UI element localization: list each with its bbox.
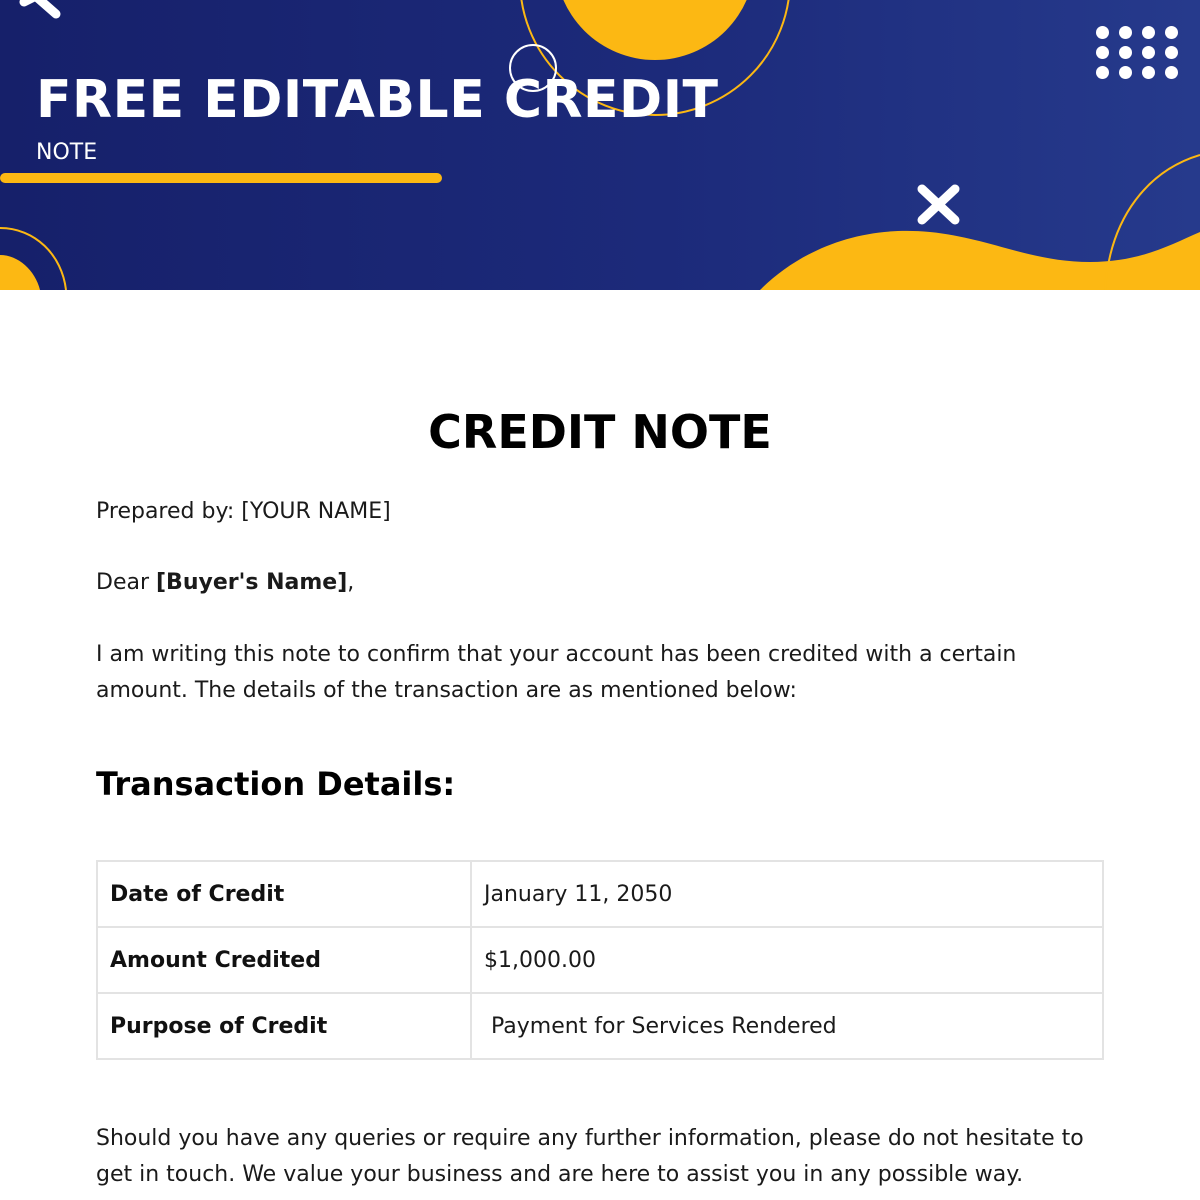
row-label: Amount Credited xyxy=(97,927,471,993)
section-heading: Transaction Details: xyxy=(96,765,456,803)
row-label: Purpose of Credit xyxy=(97,993,471,1059)
x-mark-icon xyxy=(24,0,56,14)
greeting-prefix: Dear xyxy=(96,570,156,595)
row-value: January 11, 2050 xyxy=(471,861,1103,927)
underline-bar xyxy=(0,173,442,183)
closing-paragraph: Should you have any queries or require any further information, please do not hesitate to get in touch. We value your business and are here to assist you in any possible way. xyxy=(96,1126,1084,1187)
banner-title: FREE EDITABLE CREDIT xyxy=(36,70,719,130)
table-row xyxy=(97,993,1103,1059)
intro-paragraph: I am writing this note to confirm that your account has been credited with a certain amount. The details of the transaction are as mentioned below: xyxy=(96,642,1017,703)
banner-subtitle: NOTE xyxy=(36,140,98,165)
row-value: $1,000.00 xyxy=(471,927,1103,993)
header-banner xyxy=(0,0,1200,290)
yellow-corner-decoration xyxy=(0,255,40,290)
x-mark-icon xyxy=(922,189,955,220)
table-row xyxy=(97,927,1103,993)
greeting-suffix: , xyxy=(347,570,355,595)
greeting xyxy=(96,565,1106,601)
yellow-wave-decoration xyxy=(760,231,1200,290)
transaction-table xyxy=(96,860,1104,1060)
document-title: CREDIT NOTE xyxy=(428,405,772,459)
buyer-name: [Buyer's Name] xyxy=(156,570,348,595)
prepared-by: Prepared by: [YOUR NAME] xyxy=(96,499,391,524)
row-label: Date of Credit xyxy=(97,861,471,927)
dot-grid-decoration xyxy=(1096,26,1178,79)
banner-decoration xyxy=(0,0,1200,290)
table-row xyxy=(97,861,1103,927)
row-value: Payment for Services Rendered xyxy=(471,993,1103,1059)
yellow-circle-decoration xyxy=(555,0,755,60)
